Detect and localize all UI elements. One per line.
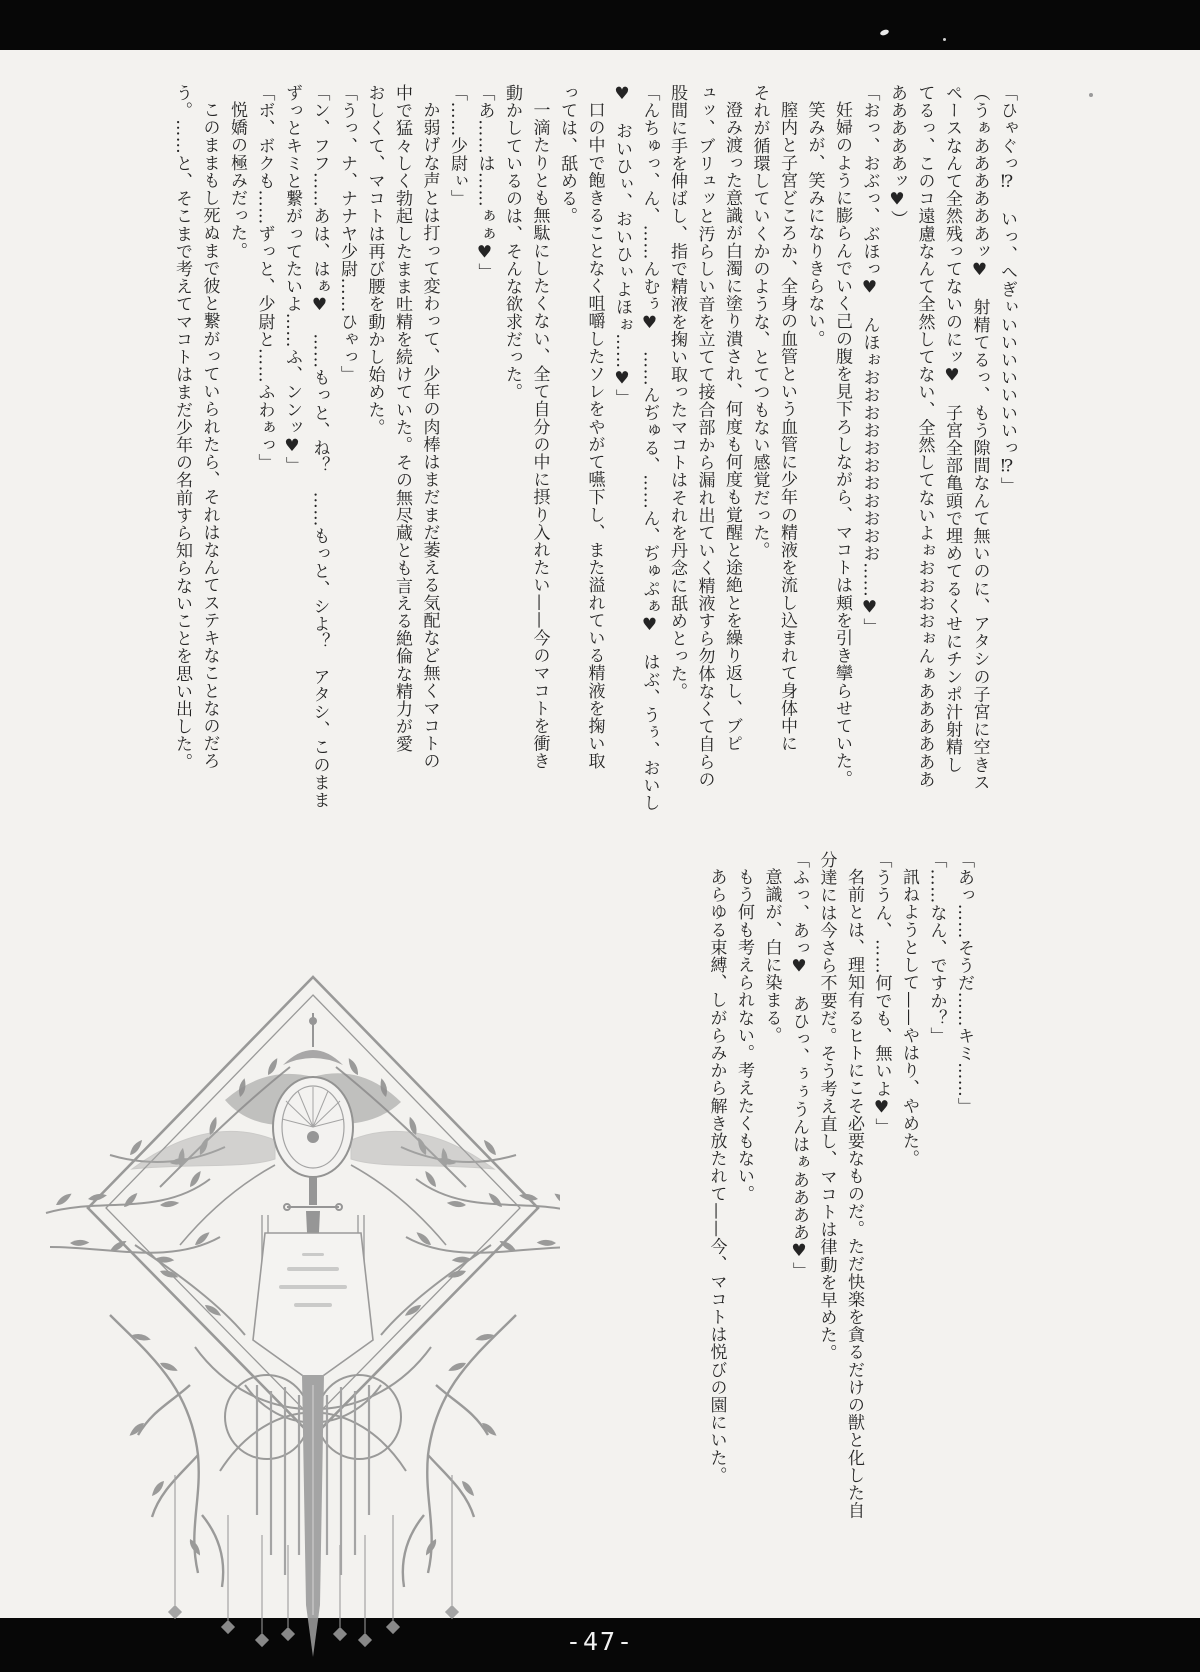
text-column: 澄み渡った意識が白濁に塗り潰され、何度も何度も覚醒と途絶とを繰り返し、ブピ xyxy=(722,101,742,753)
text-column: 「おっ、おぶっ、ぶほっ♥ んほぉおおおおおおおおおおお……♥」 xyxy=(859,84,880,636)
text-column: あらゆる束縛、しがらみから解き放たれて——今、マコトは悦びの園にいた。 xyxy=(706,868,727,1484)
ornament-illustration xyxy=(40,915,560,1672)
text-column: 意識が、白に染まる。 xyxy=(761,868,782,1044)
text-column: てるっ、このコ遠慮なんて全然してない、全然してないよぉおおおおぉんぁああああああ xyxy=(914,84,935,788)
text-column: 訊ねようとして——やはり、やめた。 xyxy=(899,868,919,1168)
text-column: 「あ……は……ぁぁ♥」 xyxy=(474,84,495,281)
text-column: 悦嬌の極みだった。 xyxy=(227,101,247,260)
text-column: もう何も考えられない。考えたくもない。 xyxy=(734,868,754,1203)
text-column: ♥ おいひぃ、おいひぃよほぉ……♥」 xyxy=(612,84,632,407)
text-column: このままもし死ぬまで彼と繋がっていられたら、それはなんてステキなことなのだろ xyxy=(199,101,220,770)
text-column: 動かしているのは、そんな欲求だった。 xyxy=(502,84,522,401)
text-column: ずっとキミと繋がってたいよ……ふ、ンンッ♥」 xyxy=(282,84,302,475)
second-text-block xyxy=(700,851,977,1520)
text-column: か弱げな声とは打って変わって、少年の肉棒はまだまだ萎える気配など無くマコトの xyxy=(419,101,440,770)
text-column: っては、舐める。 xyxy=(557,84,577,225)
main-text-block xyxy=(166,84,1020,812)
scan-border-top xyxy=(0,0,1200,50)
text-column: ュッ、ブリュッと汚らしい音を立てて接合部から漏れ出ていく精液すら勿体なくて自らの xyxy=(694,84,715,788)
text-column: おしくて、マコトは再び腰を動かし始めた。 xyxy=(364,84,385,436)
text-column: 膣内と子宮どころか、全身の血管という血管に少年の精液を流し込まれて身体中に xyxy=(777,101,797,753)
text-column: 「ううん、……何でも、無いよ♥」 xyxy=(871,851,892,1136)
text-column: それが循環していくかのような、とてつもない感覚だった。 xyxy=(749,84,770,560)
text-column: 分達には今さら不要だ。そう考え直し、マコトは律動を早めた。 xyxy=(816,851,837,1362)
text-column: 「うっ、ナ、ナナヤ少尉……ひゃっ」 xyxy=(337,84,357,384)
text-column: 中で猛々しく勃起したまま吐精を続けていた。その無尽蔵とも言える絶倫な精力が愛 xyxy=(392,84,412,753)
text-column: 笑みが、笑みになりきらない。 xyxy=(804,101,825,348)
text-column: 股間に手を伸ばし、指で精液を掬い取ったマコトはそれを丹念に舐めとった。 xyxy=(667,84,687,700)
scan-speck xyxy=(1089,93,1093,97)
text-column: 妊婦のように膨らんでいく己の腹を見下ろしながら、マコトは頬を引き攣らせていた。 xyxy=(832,101,852,788)
text-column: 一滴たりとも無駄にしたくない、全て自分の中に摂り入れたい——今のマコトを衝き xyxy=(529,101,550,770)
text-column: 「ふっ、あっ♥ あひっ、ぅぅうんはぁああああ♥」 xyxy=(789,851,809,1280)
scan-speck xyxy=(943,38,946,41)
text-column: 「……なん、ですか？」 xyxy=(926,851,947,1045)
text-column: ペースなんて全然残ってないのにッ♥ 子宮全部亀頭で埋めてるくせにチンポ汁射精し xyxy=(942,84,962,774)
text-column: う。……と、そこまで考えてマコトはまだ少年の名前すら知らないことを思い出した。 xyxy=(172,84,192,771)
text-column: 名前とは、理知有るヒトにこそ必要なものだ。ただ快楽を貪るだけの獣と化した自 xyxy=(844,868,864,1520)
text-column: あああああッ♥） xyxy=(887,84,907,228)
text-column: （うぁああああああッ♥ 射精てるっ、もう隙間なんて無いのに、アタシの子宮に空きス xyxy=(969,84,990,791)
text-column: 「ン、フフ……あは、はぁ♥ ……もっと、ね？ ……もっと、シよ？ アタシ、このまま xyxy=(309,84,330,809)
text-column: 「……少尉ぃ」 xyxy=(447,84,467,208)
text-column: 口の中で飽きることなく咀嚼したソレをやがて嚥下し、また溢れている精液を掬い取 xyxy=(584,101,605,770)
text-column: 「んちゅっ、ん、……んむぅ♥ ……んぢゅる、……ん、ぢゅぷぁ♥ はぶ、うぅ、おいし xyxy=(639,84,660,812)
text-column: 「ボ、ボクも……ずっと、少尉と……ふわぁっ」 xyxy=(254,84,275,472)
text-column: 「ひゃぐっ⁉ いっ、へぎぃいいいいいいいっ⁉」 xyxy=(997,84,1017,495)
text-column: 「あっ……そうだ……キミ……」 xyxy=(954,851,974,1115)
page-number: -47- xyxy=(565,1627,635,1656)
